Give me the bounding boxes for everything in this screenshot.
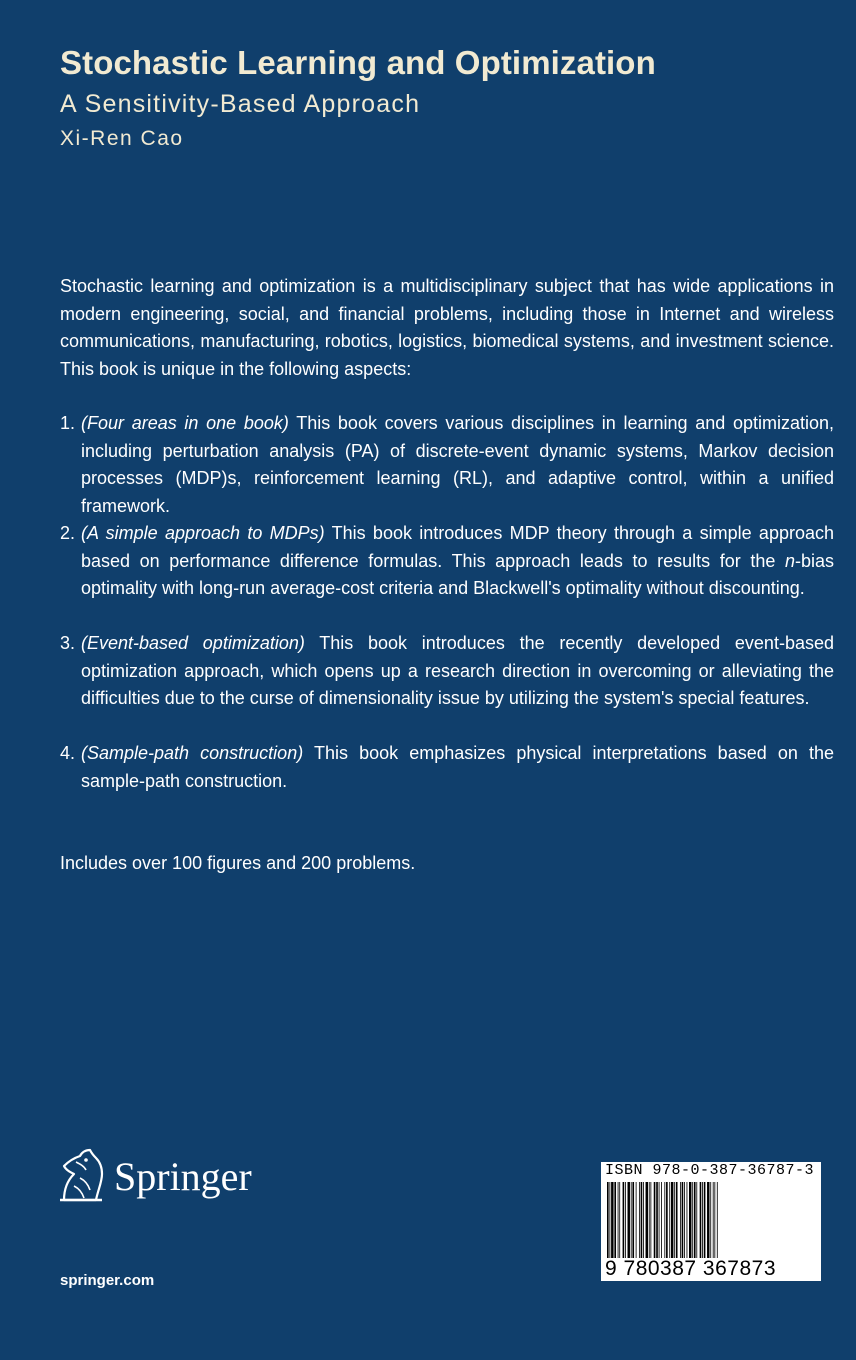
barcode-bar <box>684 1182 685 1258</box>
barcode-bar <box>713 1182 714 1258</box>
list-item-number: 3. <box>60 633 76 653</box>
list-item <box>60 410 834 520</box>
barcode-bar <box>649 1182 650 1258</box>
barcode-bar <box>692 1182 693 1258</box>
list-item <box>60 630 834 713</box>
book-subtitle: A Sensitivity-Based Approach <box>60 90 421 118</box>
barcode-bar <box>714 1182 715 1258</box>
barcode-bar <box>717 1182 718 1258</box>
barcode-bar <box>631 1182 632 1258</box>
barcode-bar <box>641 1182 643 1258</box>
barcode-bar <box>666 1182 668 1258</box>
horse-head-icon <box>56 1148 106 1204</box>
list-item-number: 1. <box>60 413 76 433</box>
list-item <box>60 520 834 603</box>
list-item-number: 2. <box>60 523 76 543</box>
barcode-bar <box>636 1182 637 1258</box>
barcode-bar <box>696 1182 697 1258</box>
barcode-bar <box>656 1182 658 1258</box>
list-item-text: This book introduces MDP theory through a simple approach based on performance difference formulas. This approach leads to results for the <box>81 523 834 571</box>
barcode-bar <box>646 1182 648 1258</box>
barcode-bar <box>614 1182 616 1258</box>
barcode-bar <box>654 1182 656 1258</box>
barcode-bar <box>643 1182 644 1258</box>
list-item-text: This book covers various disciplines in learning and optimization, including perturbation analysis (PA) of discrete-event dynamic systems, Markov decision processes (MDP)s, reinforcement learning (RL), and adaptive control, within a unified framework. <box>81 413 834 516</box>
list-item-label: (Four areas in one book) <box>81 413 289 433</box>
book-title: Stochastic Learning and Optimization <box>60 44 656 81</box>
barcode-bar <box>664 1182 665 1258</box>
barcode-digits: 9 780387 367873 <box>605 1257 776 1280</box>
publisher-website[interactable]: springer.com <box>60 1272 155 1289</box>
barcode-bar <box>680 1182 681 1258</box>
publisher-name: Springer <box>114 1153 252 1199</box>
barcode-bar <box>607 1182 609 1258</box>
barcode-bar <box>694 1182 696 1258</box>
barcode-bar <box>707 1182 709 1258</box>
barcode-bar <box>639 1182 640 1258</box>
list-item-text: This book emphasizes physical interpretations based on the sample-path construction. <box>81 743 834 791</box>
list-item-label: (A simple approach to MDPs) <box>81 523 325 543</box>
isbn-barcode <box>601 1162 821 1281</box>
barcode-bars <box>605 1182 817 1260</box>
barcode-bar <box>682 1182 684 1258</box>
list-item-label: (Sample-path construction) <box>81 743 304 763</box>
barcode-bar <box>619 1182 620 1258</box>
barcode-bar <box>650 1182 651 1258</box>
barcode-bar <box>674 1182 675 1258</box>
intro-paragraph: Stochastic learning and optimization is a multidisciplinary subject that has wide applications in modern engineering, social, and financial problems, including those in Internet and wireless communications, manufacturing, robotics, logistics, biomedical systems, and investment science. This book is unique in the following aspects: <box>60 276 834 379</box>
barcode-bar <box>609 1182 610 1258</box>
barcode-bar <box>611 1182 613 1258</box>
barcode-bar <box>676 1182 678 1258</box>
barcode-bar <box>669 1182 670 1258</box>
barcode-bar <box>702 1182 703 1258</box>
barcode-bar <box>671 1182 673 1258</box>
barcode-bar <box>659 1182 660 1258</box>
barcode-bar <box>689 1182 691 1258</box>
barcode-bar <box>632 1182 634 1258</box>
barcode-bar <box>687 1182 688 1258</box>
barcode-bar <box>618 1182 619 1258</box>
barcode-bar <box>623 1182 625 1258</box>
list-item-text: -bias optimality with long-run average-cost criteria and Blackwell's optimality without discounting. <box>81 550 834 598</box>
isbn-label: ISBN 978-0-387-36787-3 <box>605 1162 815 1179</box>
list-item-text: This book introduces the recently developed event-based optimization approach, which opens up a research direction in overcoming or alleviating the difficulties due to the curse of dimensionality issue by utilizing the system's special features. <box>81 633 834 708</box>
list-item <box>60 740 834 795</box>
barcode-bar <box>700 1182 702 1258</box>
barcode-bar <box>661 1182 662 1258</box>
barcode-bar <box>625 1182 626 1258</box>
barcode-bar <box>628 1182 630 1258</box>
barcode-bar <box>710 1182 711 1258</box>
barcode-bar <box>704 1182 706 1258</box>
closing-line: Includes over 100 figures and 200 problems. <box>60 853 416 873</box>
list-item-label: (Event-based optimization) <box>81 633 305 653</box>
list-item-italic-n: n <box>784 550 795 571</box>
list-item-number: 4. <box>60 743 76 763</box>
springer-logo <box>56 1148 252 1204</box>
book-author: Xi-Ren Cao <box>60 127 184 150</box>
